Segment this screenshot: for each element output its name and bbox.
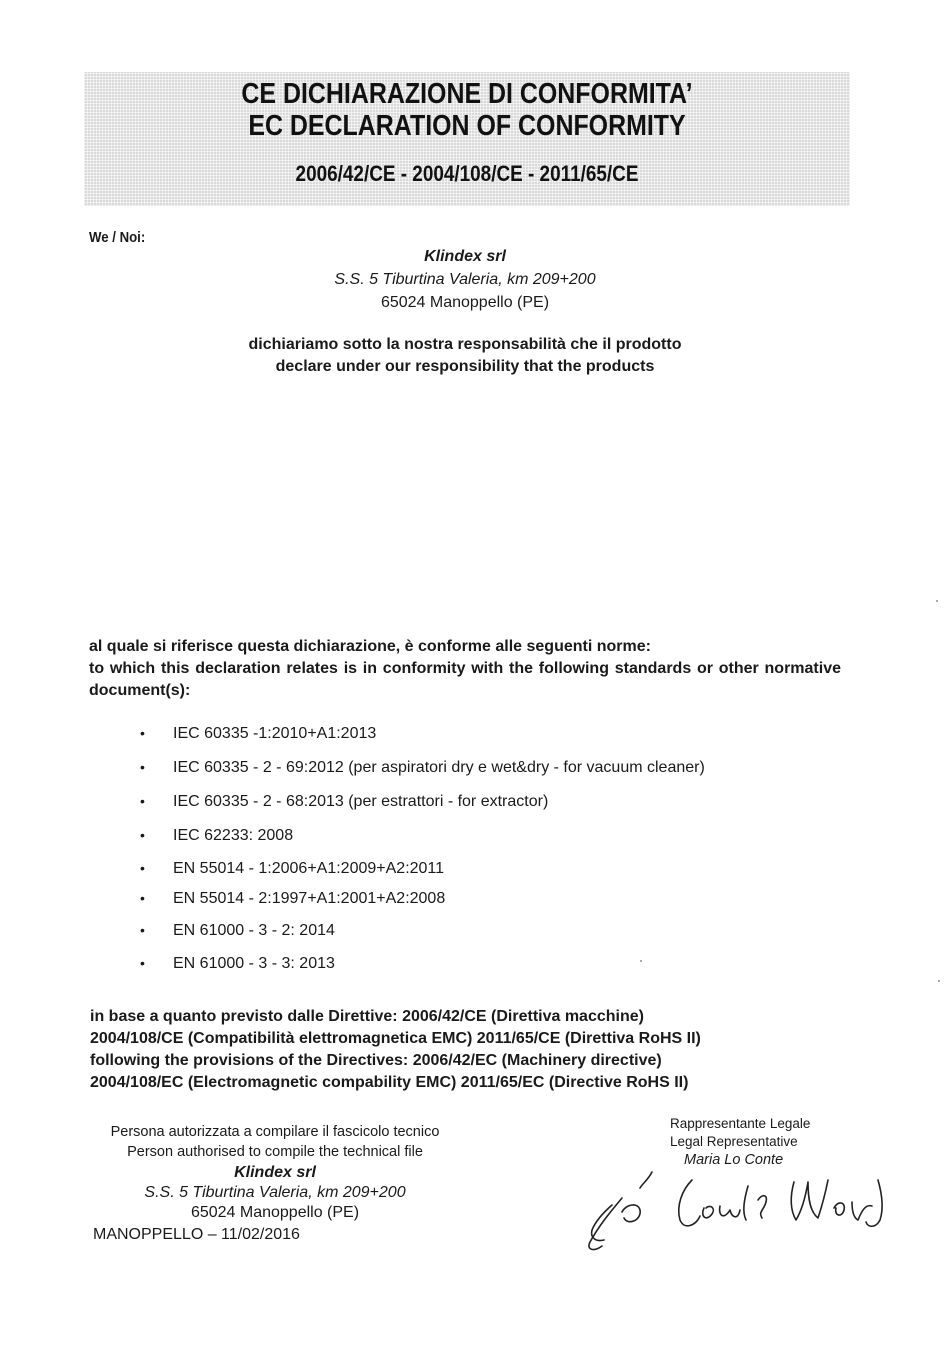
bullet-icon: • xyxy=(140,860,145,876)
header-band xyxy=(84,72,850,206)
scan-speck xyxy=(640,960,642,962)
authorised-address-line1: S.S. 5 Tiburtina Valeria, km 209+200 xyxy=(144,1184,406,1201)
authorised-company: Klindex srl xyxy=(234,1164,316,1181)
directives-statement xyxy=(90,1006,701,1094)
directives-line: 2004/108/CE (Compatibilità elettromagnetica EMC) 2011/65/CE (Direttiva RoHS II) xyxy=(90,1030,701,1047)
scan-speck xyxy=(938,980,940,982)
declaration-english: declare under our responsibility that the products xyxy=(275,358,655,375)
directives-line: in base a quanto previsto dalle Direttive: 2006/42/CE (Direttiva macchine) xyxy=(90,1008,644,1025)
directives-line: 2004/108/EC (Electromagnetic compability EMC) 2011/65/EC (Directive RoHS II) xyxy=(90,1074,689,1091)
company-name: Klindex srl xyxy=(424,248,506,265)
standard-text: IEC 60335 - 2 - 69:2012 (per aspiratori dry e wet&dry - for vacuum cleaner) xyxy=(173,759,705,776)
bullet-icon: • xyxy=(140,759,145,775)
conformity-italian: al quale si riferisce questa dichiarazione, è conforme alle seguenti norme: xyxy=(89,638,651,655)
declaration-italian: dichiariamo sotto la nostra responsabilità che il prodotto xyxy=(248,336,682,353)
place-and-date: MANOPPELLO – 11/02/2016 xyxy=(93,1226,300,1243)
directives-line: following the provisions of the Directives: 2006/42/EC (Machinery directive) xyxy=(90,1052,662,1069)
authorised-label-english: Person authorised to compile the technical file xyxy=(127,1144,423,1160)
representative-label-italian: Rappresentante Legale xyxy=(670,1116,811,1131)
standard-text: IEC 62233: 2008 xyxy=(173,827,294,844)
standard-text: EN 61000 - 3 - 2: 2014 xyxy=(173,922,335,939)
we-label: We / Noi: xyxy=(89,229,146,246)
representative-label-english: Legal Representative xyxy=(670,1134,798,1149)
handwritten-signature xyxy=(582,1150,902,1260)
conformity-statement xyxy=(89,636,841,702)
authorised-label-italian: Persona autorizzata a compilare il fascicolo tecnico xyxy=(110,1124,440,1140)
bullet-icon: • xyxy=(140,725,145,741)
conformity-english-line1: to which this declaration relates is in conformity with the following standards or other normative xyxy=(89,660,841,677)
title-italian: CE DICHIARAZIONE DI CONFORMITA’ xyxy=(241,78,693,110)
bullet-icon: • xyxy=(140,793,145,809)
title-english: EC DECLARATION OF CONFORMITY xyxy=(248,110,686,142)
authorised-address-line2: 65024 Manoppello (PE) xyxy=(190,1204,360,1221)
authorised-person-block xyxy=(90,1122,460,1223)
bullet-icon: • xyxy=(140,827,145,843)
standard-text: IEC 60335 -1:2010+A1:2013 xyxy=(173,725,377,742)
company-address-line2: 65024 Manoppello (PE) xyxy=(380,294,550,311)
bullet-icon: • xyxy=(140,955,145,971)
bullet-icon: • xyxy=(140,922,145,938)
representative-name: Maria Lo Conte xyxy=(684,1152,784,1168)
bullet-icon: • xyxy=(140,890,145,906)
conformity-english-line2: document(s): xyxy=(89,682,191,699)
standard-text: IEC 60335 - 2 - 68:2013 (per estrattori - for extractor) xyxy=(173,793,549,810)
company-address-line1: S.S. 5 Tiburtina Valeria, km 209+200 xyxy=(334,271,596,288)
scan-speck xyxy=(936,600,938,602)
standard-text: EN 61000 - 3 - 3: 2013 xyxy=(173,955,335,972)
standard-text: EN 55014 - 2:1997+A1:2001+A2:2008 xyxy=(173,890,446,907)
standard-text: EN 55014 - 1:2006+A1:2009+A2:2011 xyxy=(173,860,445,877)
header-directives: 2006/42/CE - 2004/108/CE - 2011/65/CE xyxy=(295,161,639,186)
